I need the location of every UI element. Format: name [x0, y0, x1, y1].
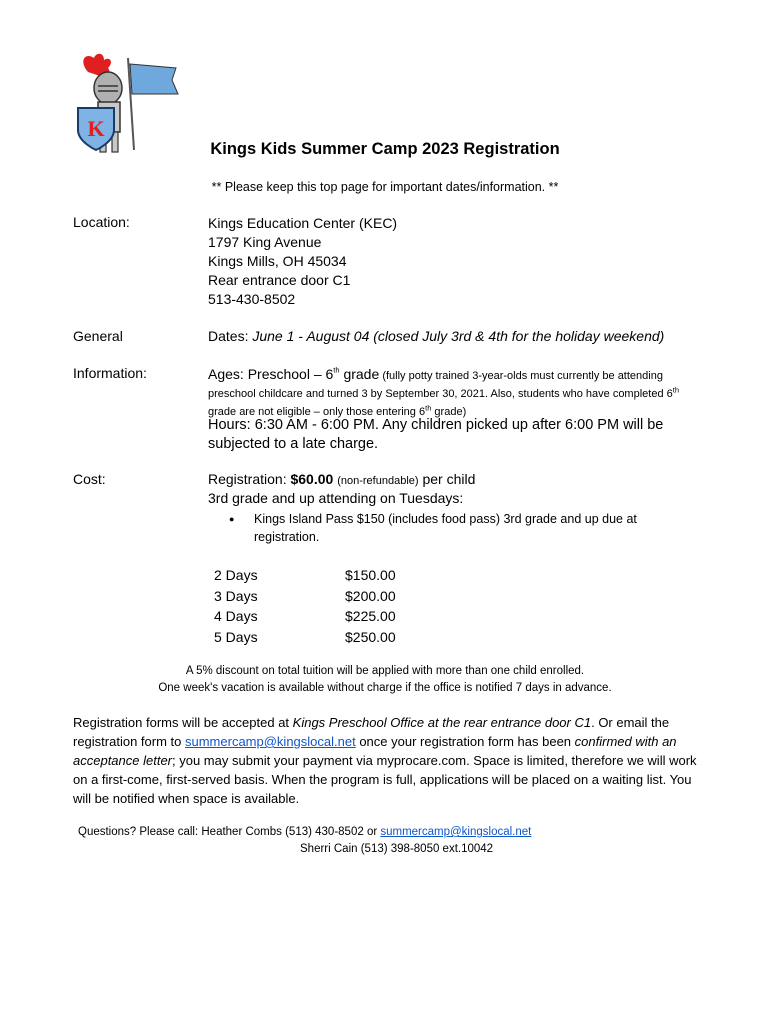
days-column: [214, 565, 258, 647]
discount-line: A 5% discount on total tuition will be applied with more than one child enrolled.: [185, 665, 585, 677]
days-item: 3 Days: [214, 587, 258, 604]
price-item: $250.00: [345, 628, 396, 645]
dates-prefix: Dates:: [208, 328, 253, 344]
second-contact-line: Sherri Cain (513) 398-8050 ext.10042: [300, 843, 494, 855]
information-label: Information:: [73, 365, 147, 381]
ages-grade: grade: [339, 366, 380, 382]
keep-page-note: ** Please keep this top page for important dates/information. **: [211, 180, 559, 194]
price-item: $150.00: [345, 567, 396, 583]
discount-notes: [0, 663, 770, 696]
prices-column: [345, 565, 396, 647]
questions-email-link[interactable]: summercamp@kingslocal.net: [380, 826, 532, 838]
days-item: 2 Days: [214, 567, 258, 583]
ages-block: [208, 365, 708, 420]
kings-island-text: Kings Island Pass $150 (includes food pass) 3rd grade and up due at registration.: [254, 512, 637, 544]
vacation-line: One week's vacation is available without charge if the office is notified 7 days in advance.: [158, 681, 612, 694]
cost-label: Cost:: [73, 471, 106, 487]
ages-sup: th: [333, 365, 340, 375]
price-item: $200.00: [345, 587, 396, 604]
location-line: Kings Education Center (KEC): [208, 215, 398, 231]
registration-paragraph: Registration forms will be accepted at Kings Preschool Office at the rear entrance door C1. Or email the registration form to summercamp@kingslocal.net once your registration form has been confirmed with an acceptance letter; you may submit your payment via myprocare.com. Space is limited, therefore we will work on a first-come, first-served basis. When the program is full, applications will be placed on a waiting list. You will be notified when space is available.: [73, 715, 697, 806]
shield-letter: K: [87, 116, 105, 141]
dates-value: June 1 - August 04 (closed July 3rd & 4th for the holiday weekend): [252, 328, 665, 344]
location-line: Rear entrance door C1: [208, 272, 351, 288]
email-link[interactable]: summercamp@kingslocal.net: [185, 734, 356, 749]
hours-text: Hours: 6:30 AM - 6:00 PM. Any children picked up after 6:00 PM will be subjected to a late charge.: [208, 417, 664, 452]
bullet-dot-icon: ●: [229, 514, 235, 524]
registration-amount: $60.00: [290, 471, 334, 487]
location-line: 1797 King Avenue: [208, 234, 322, 250]
location-line: Kings Mills, OH 45034: [208, 253, 347, 269]
dates-line: [208, 328, 664, 344]
non-refundable-note: non-refundable: [340, 475, 415, 487]
page-title: Kings Kids Summer Camp 2023 Registration: [210, 140, 560, 158]
price-item: $225.00: [345, 608, 396, 624]
questions-line: Questions? Please call: Heather Combs (513) 430-8502 or summercamp@kingslocal.net: [78, 826, 532, 838]
ages-prefix: Ages: Preschool – 6: [208, 366, 334, 382]
general-label: General: [73, 328, 123, 344]
registration-fee: Registration: $60.00 (non-refundable) per child: [208, 471, 476, 487]
location-address: [208, 214, 397, 309]
days-item: 4 Days: [214, 608, 258, 624]
location-line: 513-430-8502: [208, 291, 296, 307]
location-label: Location:: [73, 214, 130, 230]
ages-note: (fully potty trained 3-year-olds must currently be attending preschool childcare and turned 3 by September 30, 2021. Also, students who have completed 6th grade are not eligible – only those entering 6th grade): [208, 370, 680, 418]
tuesday-note: 3rd grade and up attending on Tuesdays:: [208, 490, 464, 506]
days-item: 5 Days: [214, 628, 258, 645]
